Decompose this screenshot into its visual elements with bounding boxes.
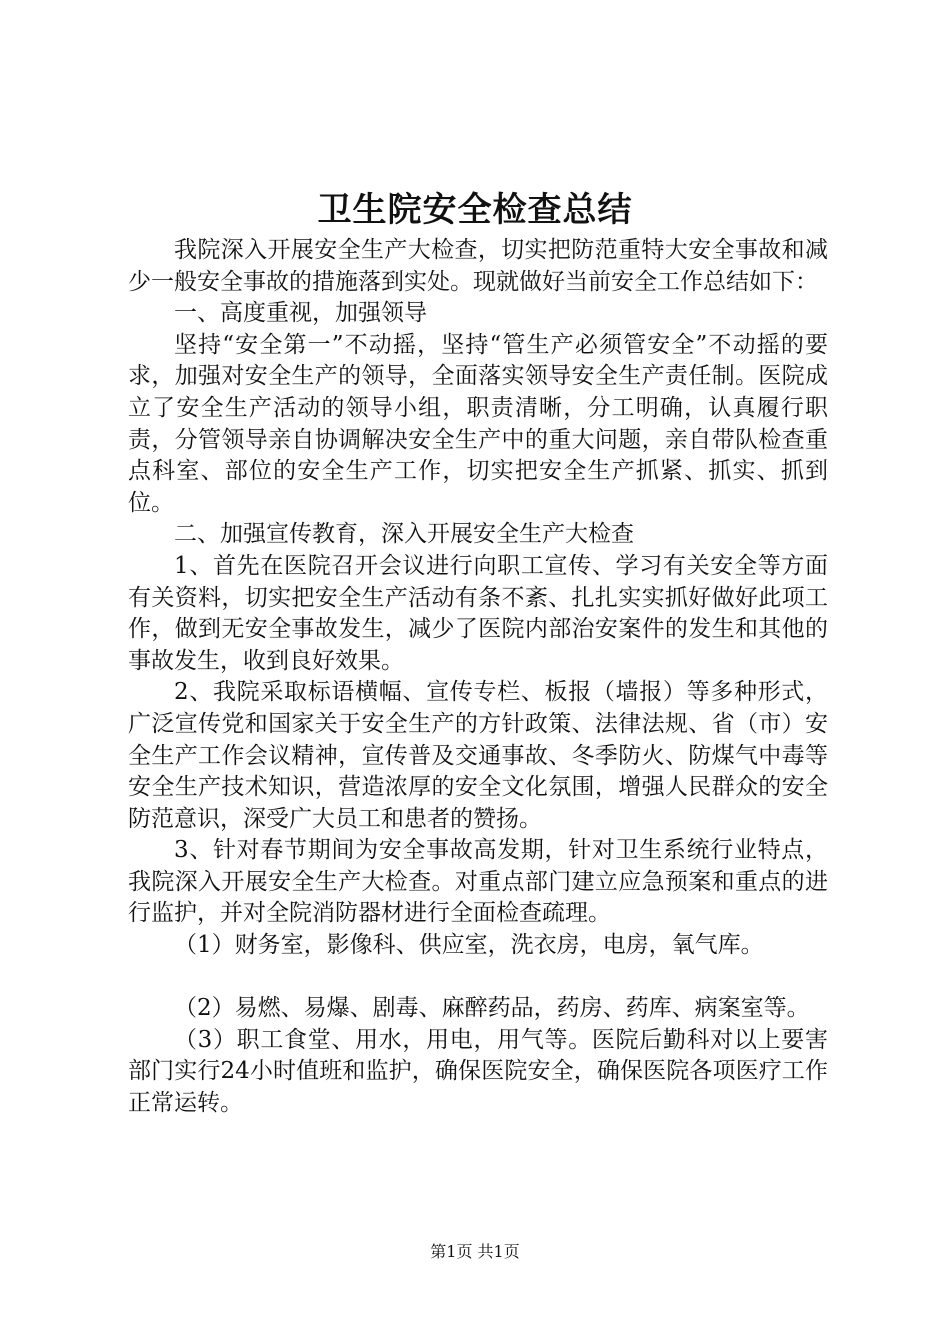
subitem-1-paragraph: （1）财务室，影像科、供应室，洗衣房，电房，氧气库。 xyxy=(174,932,764,959)
item-2-paragraph: 2、我院采取标语横幅、宣传专栏、板报（墙报）等多种形式，广泛宣传党和国家关于安全生产的方针政策、法律法规、省（市）安全生产工作会议精神，宣传普及交通事故、冬季防火、防煤气中毒等安全生产技术知识，营造浓厚的安全文化氛围，增强人民群众的安全防范意识，深受广大员工和患者的赞扬。 xyxy=(128,679,828,832)
document-body xyxy=(128,235,828,1120)
item-1-paragraph: 1、首先在医院召开会议进行向职工宣传、学习有关安全等方面有关资料，切实把安全生产活动有条不紊、扎扎实实抓好做好此项工作，做到无安全事故发生，减少了医院内部治安案件的发生和其他的事故发生，收到良好效果。 xyxy=(128,552,828,674)
section-heading-1: 一、高度重视，加强领导 xyxy=(174,300,427,327)
document-title: 卫生院安全检查总结 xyxy=(317,190,633,230)
section-1-paragraph: 坚持“安全第一”不动摇，坚持“管生产必须管安全”不动摇的要求，加强对安全生产的领导，全面落实领导安全生产责任制。医院成立了安全生产活动的领导小组，职责清晰，分工明确，认真履行职责，分管领导亲自协调解决安全生产中的重大问题，亲自带队检查重点科室、部位的安全生产工作，切实把安全生产抓紧、抓实、抓到位。 xyxy=(128,331,828,516)
subitem-3-paragraph: （3）职工食堂、用水，用电，用气等。医院后勤科对以上要害部门实行24小时值班和监护，确保医院安全，确保医院各项医疗工作正常运转。 xyxy=(128,1026,828,1117)
intro-paragraph: 我院深入开展安全生产大检查，切实把防范重特大安全事故和减少一般安全事故的措施落到实处。现就做好当前安全工作总结如下： xyxy=(128,237,828,295)
item-3-paragraph: 3、针对春节期间为安全事故高发期，针对卫生系统行业特点，我院深入开展安全生产大检查。对重点部门建立应急预案和重点的进行监护，并对全院消防器材进行全面检查疏理。 xyxy=(128,837,828,927)
page-footer: 第1页 共1页 xyxy=(430,1242,520,1261)
subitem-2-paragraph: （2）易燃、易爆、剧毒、麻醉药品，药房、药库、病案室等。 xyxy=(174,995,810,1022)
section-heading-2: 二、加强宣传教育，深入开展安全生产大检查 xyxy=(174,521,634,548)
